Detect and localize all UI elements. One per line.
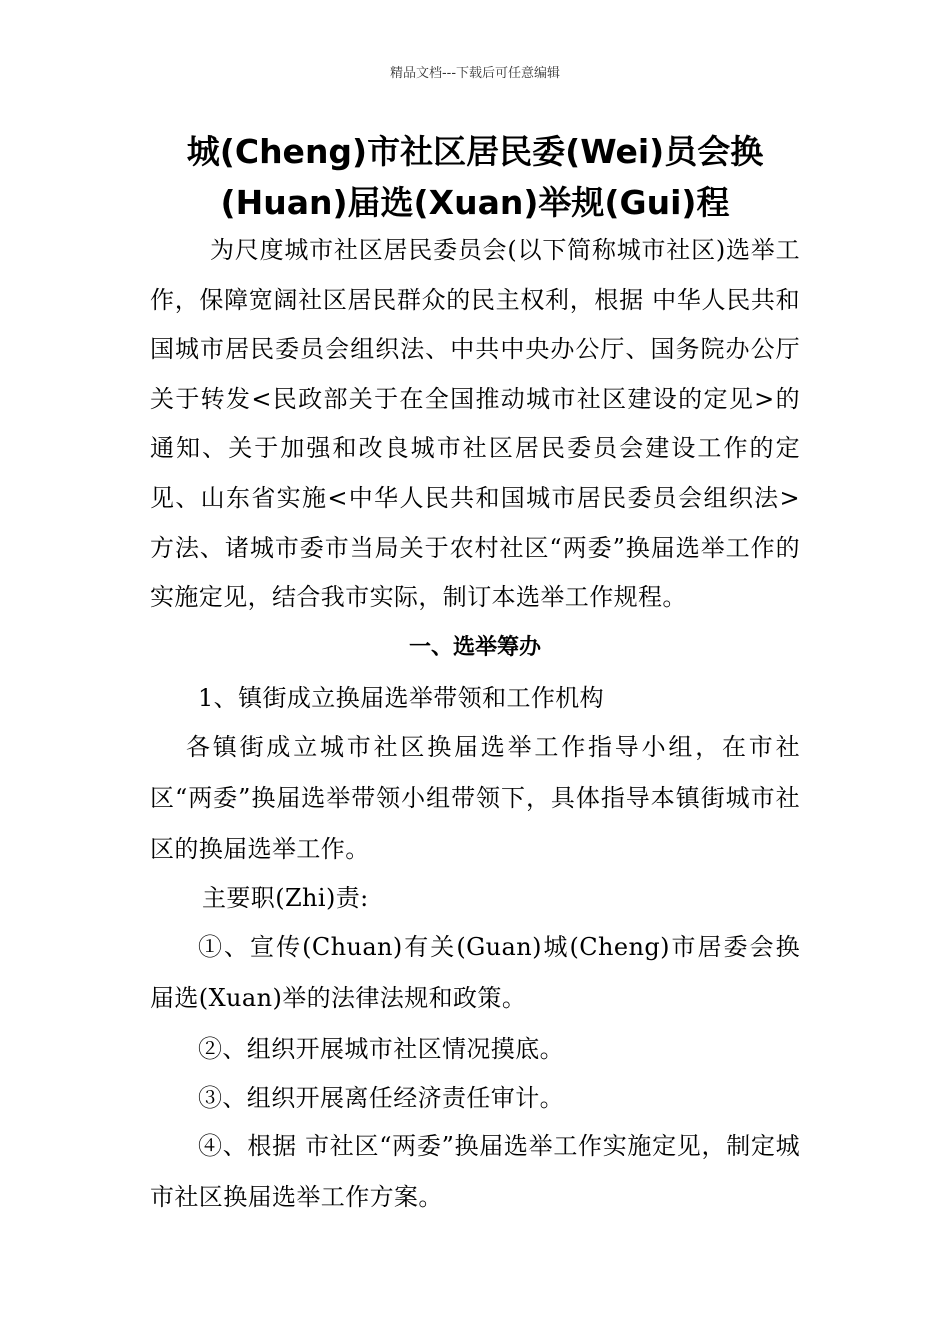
document-title-line-1: 城(Cheng)市社区居民委(Wei)员会换 <box>186 132 764 171</box>
section-heading-preparation: 一、选举筹办 <box>408 635 541 660</box>
duty-item-1: ①、宣传(Chuan)有关(Guan)城(Cheng)市居委会换届选(Xuan)举的法律法规和政策。 <box>150 933 800 1012</box>
duty-item-2: ②、组织开展城市社区情况摸底。 <box>198 1035 564 1063</box>
document-title-line-2: (Huan)届选(Xuan)举规(Gui)程 <box>220 183 730 222</box>
header-note: 精品文档---下载后可任意编辑 <box>389 66 561 81</box>
duties-label: 主要职(Zhi)责: <box>202 884 369 912</box>
duty-item-4: ④、根据 市社区“两委”换届选举工作实施定见，制定城市社区换届选举工作方案。 <box>150 1132 800 1211</box>
intro-paragraph: 为尺度城市社区居民委员会(以下简称城市社区)选举工作，保障宽阔社区居民群众的民主权利，根据 中华人民共和国城市居民委员会组织法、中共中央办公厅、国务院办公厅关于转发<民政部关于在全国推动城市社区建设的定见>的通知、关于加强和改良城市社区居民委员会建设工作的定见、山东省实施<中华人民共和国城市居民委员会组织法>方法、诸城市委市当局关于农村社区“两委”换届选举工作的实施定见，结合我市实际，制订本选举工作规程。 <box>150 236 800 612</box>
subsection-1-paragraph: 各镇街成立城市社区换届选举工作指导小组，在市社区“两委”换届选举带领小组带领下，具体指导本镇街城市社区的换届选举工作。 <box>150 733 800 863</box>
duty-item-3: ③、组织开展离任经济责任审计。 <box>198 1084 564 1112</box>
subsection-heading-1: 1、镇街成立换届选举带领和工作机构 <box>198 684 605 712</box>
